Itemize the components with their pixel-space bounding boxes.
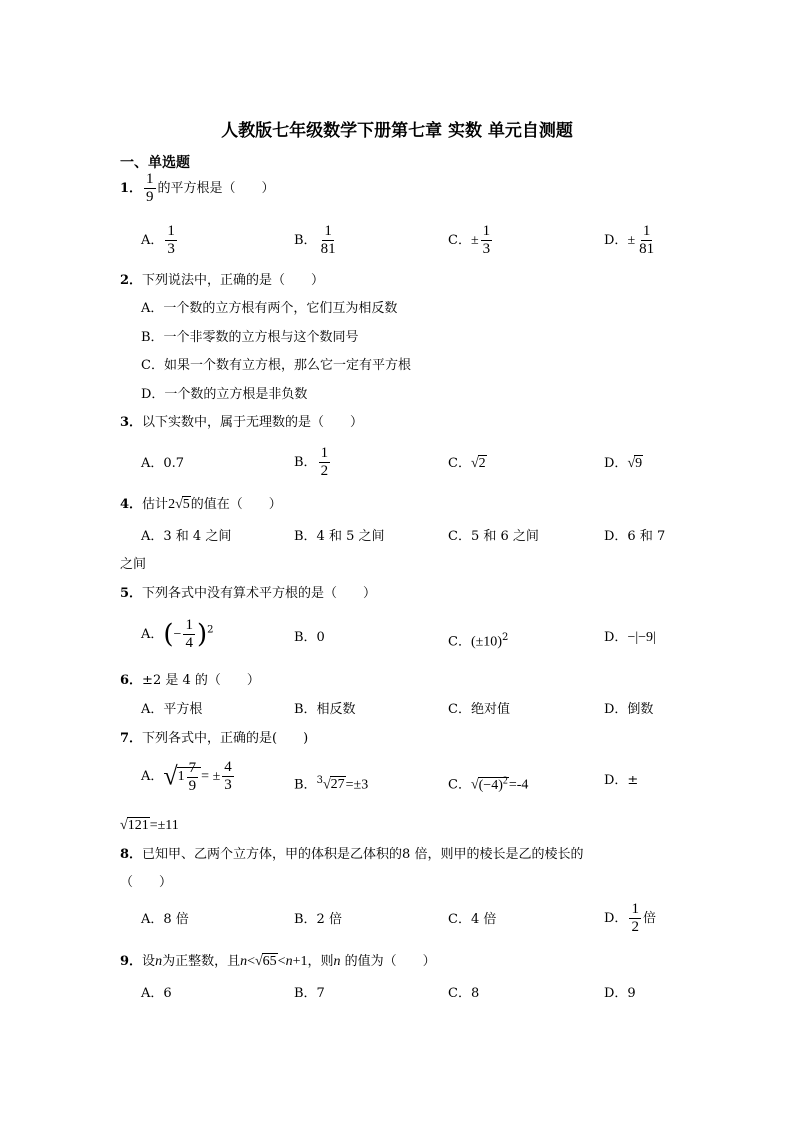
q8-option-c: C．4 倍 (448, 912, 497, 927)
q1-option-c: C．± $\frac{1}{3}$ (448, 223, 491, 257)
question-text: 的平方根是（ ） (157, 181, 275, 196)
question-3-stem: 3．以下实数中，属于无理数的是（ ） (120, 415, 364, 430)
fraction: $\frac{1}{9}$ (146, 171, 154, 205)
question-2-stem: 2．下列说法中，正确的是（ ） (120, 273, 325, 288)
q3-option-b: B． $\frac{1}{2}$ (294, 445, 329, 479)
question-4-stem: 4．估计2√5的值在（ ） (120, 497, 282, 512)
question-7-stem: 7．下列各式中，正确的是( ) (120, 731, 309, 746)
q5-option-c: C．$(\pm 10)^2$ (448, 632, 509, 650)
q9-option-c: C．8 (448, 986, 480, 1001)
q8-option-a: A．8 倍 (141, 912, 189, 927)
q6-option-c: C．绝对值 (448, 702, 510, 717)
q6-option-d: D．倒数 (604, 702, 654, 717)
q5-option-a: A．(− $\frac{1}{4}$ )$^2$ (141, 617, 214, 651)
q7-option-d-wrap: √121=±11 (120, 818, 179, 833)
q3-option-d: D．√9 (604, 456, 643, 471)
q1-option-b: B． $\frac{1}{81}$ (294, 223, 336, 257)
question-6-stem: 6．±2 是 4 的（ ） (120, 673, 260, 688)
question-1-stem (120, 172, 275, 205)
q2-option-a: A．一个数的立方根有两个，它们互为相反数 (141, 301, 398, 316)
question-5-stem: 5．下列各式中没有算术平方根的是（ ） (120, 586, 377, 601)
q9-option-d: D．9 (604, 986, 636, 1001)
q7-option-c: C．$√(-4)^2=-4$ (448, 775, 529, 793)
q7-option-d: D．± (604, 773, 639, 788)
q1-option-d: D．± $\frac{1}{81}$ (604, 223, 655, 257)
q3-option-a: A．0.7 (141, 456, 185, 471)
question-9-stem: 9．设n为正整数，且n<√65<n+1，则n 的值为（ ） (120, 954, 436, 969)
q4-option-d: D．6 和 7 (604, 529, 666, 544)
q2-option-d: D．一个数的立方根是非负数 (141, 387, 308, 402)
question-8-stem: 8．已知甲、乙两个立方体，甲的体积是乙体积的8 倍，则甲的棱长是乙的棱长的 (120, 847, 584, 862)
q4-option-d-wrap: 之间 (120, 557, 147, 572)
q7-option-b: B．$^3$√27=±3 (294, 775, 369, 793)
q4-option-c: C．5 和 6 之间 (448, 529, 539, 544)
q8-option-d: D． $\frac{1}{2}$ 倍 (604, 901, 656, 935)
question-number: 1． (120, 181, 143, 196)
q9-option-a: A．6 (141, 986, 172, 1001)
q7-option-a: A．√1 $\frac{7}{9}$ = ± $\frac{4}{3}$ (141, 759, 232, 794)
q1-option-a: A． $\frac{1}{3}$ (141, 223, 175, 257)
q5-option-b: B．0 (294, 630, 325, 645)
q6-option-b: B．相反数 (294, 702, 356, 717)
q8-option-b: B．2 倍 (294, 912, 342, 927)
q9-option-b: B．7 (294, 986, 325, 1001)
q4-option-a: A．3 和 4 之间 (141, 529, 232, 544)
section-heading: 一、单选题 (120, 155, 190, 171)
q5-option-d: D．−|−9| (604, 630, 656, 645)
question-8-stem-wrap: （ ） (120, 875, 173, 890)
q3-option-c: C．√2 (448, 456, 486, 471)
q2-option-c: C．如果一个数有立方根，那么它一定有平方根 (141, 358, 411, 373)
q6-option-a: A．平方根 (141, 702, 203, 717)
q2-option-b: B．一个非零数的立方根与这个数同号 (141, 330, 359, 345)
page-title: 人教版七年级数学下册第七章 实数 单元自测题 (221, 121, 573, 141)
q4-option-b: B．4 和 5 之间 (294, 529, 385, 544)
